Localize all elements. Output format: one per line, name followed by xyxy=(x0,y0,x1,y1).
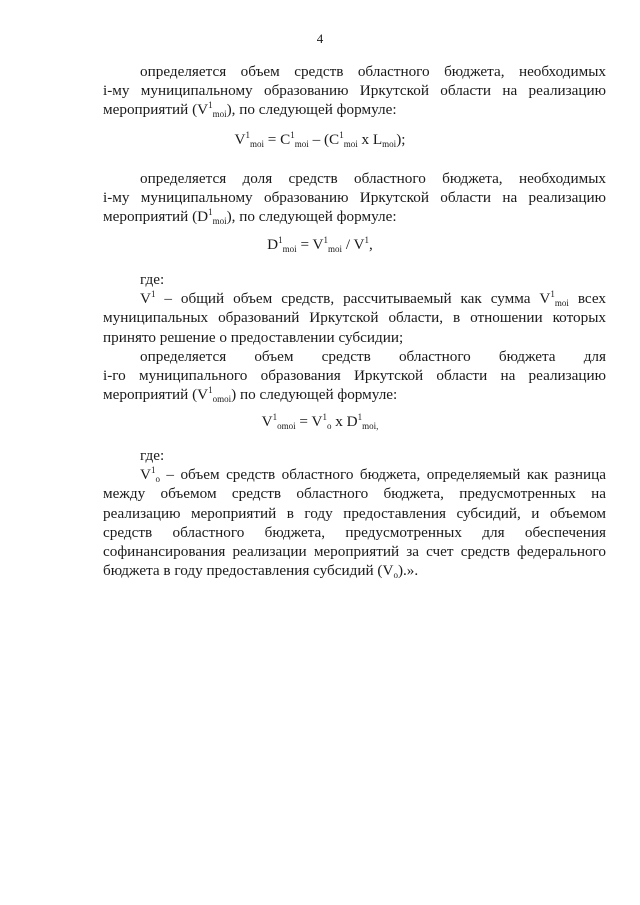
page-number: 4 xyxy=(316,31,324,46)
where-label: где: xyxy=(140,447,165,464)
text-fragment: мероприятий (D xyxy=(103,208,209,226)
text-fragment: – общий объем средств, рассчитываемый как сумма V xyxy=(155,290,551,308)
superscript: 1 xyxy=(550,289,555,300)
subscript: o xyxy=(393,570,398,581)
formula-volume-per-mo xyxy=(0,413,640,431)
superscript: 1 xyxy=(208,100,213,111)
text-line xyxy=(103,504,606,523)
text-fragment: реализацию мероприятий в году предоставления субсидий, и объемом xyxy=(103,504,606,522)
text-fragment: принято решение о предоставлении субсидии; xyxy=(103,328,404,346)
text-fragment: i-му муниципальному образованию Иркутской области на реализацию xyxy=(103,189,606,207)
paragraph-total-definition xyxy=(103,270,606,347)
text-line xyxy=(103,347,606,366)
text-fragment: всех xyxy=(568,290,606,308)
subscript: o xyxy=(155,474,160,485)
text-line xyxy=(103,523,606,542)
text-line xyxy=(103,289,606,308)
text-fragment: – объем средств областного бюджета, определяемый как разница xyxy=(159,466,606,484)
text-fragment: мероприятий (V xyxy=(103,101,209,119)
text-fragment: между объемом средств областного бюджета, предусмотренных на xyxy=(103,485,606,503)
superscript: 1 xyxy=(150,465,156,476)
subscript: moi xyxy=(212,109,227,120)
text-line xyxy=(103,484,606,503)
formula-part: = V xyxy=(295,413,323,430)
superscript: 1 xyxy=(339,130,344,140)
formula-part: V xyxy=(261,413,273,430)
formula-part: V xyxy=(234,131,246,148)
superscript: 1 xyxy=(322,412,327,422)
text-fragment: муниципальных образований Иркутской области, в отношении которых xyxy=(103,309,606,327)
text-line xyxy=(103,62,606,81)
formula-part: = V xyxy=(296,236,324,253)
paragraph-share-definition xyxy=(103,169,606,227)
text-line xyxy=(103,366,606,385)
formula-part: x L xyxy=(357,131,383,148)
text-line xyxy=(103,465,606,484)
subscript: moi xyxy=(554,298,569,309)
text-line xyxy=(103,542,606,561)
subscript: moi xyxy=(294,139,309,149)
superscript: 1 xyxy=(150,289,156,300)
formula-part: – (C xyxy=(308,131,340,148)
text-fragment: определяется объем средств областного бюджета для xyxy=(140,348,606,365)
superscript: 1 xyxy=(208,385,213,396)
subscript: moi xyxy=(328,244,343,254)
text-line xyxy=(103,328,606,347)
superscript: 1 xyxy=(323,235,328,245)
superscript: 1 xyxy=(272,412,278,422)
where-label: где: xyxy=(140,271,165,288)
text-fragment: V xyxy=(140,290,151,308)
text-fragment: определяется доля средств областного бюджета, необходимых xyxy=(140,170,606,187)
formula-share xyxy=(0,236,640,254)
subscript: omoi xyxy=(212,394,232,405)
subscript: moi, xyxy=(362,421,379,431)
text-fragment: мероприятий (V xyxy=(103,386,209,404)
text-fragment: ), по следующей формуле: xyxy=(226,101,397,119)
subscript: omoi xyxy=(277,421,296,431)
subscript: moi xyxy=(382,139,397,149)
text-fragment: ), по следующей формуле: xyxy=(226,208,397,226)
text-line xyxy=(103,188,606,207)
superscript: 1 xyxy=(278,235,283,245)
subscript: moi xyxy=(282,244,297,254)
paragraph-vo-definition xyxy=(103,446,606,580)
subscript: moi xyxy=(343,139,358,149)
superscript: 1 xyxy=(208,207,213,218)
text-line xyxy=(103,385,606,404)
text-fragment: определяется объем средств областного бюджета, необходимых xyxy=(140,63,606,80)
superscript: 1 xyxy=(290,130,295,140)
text-fragment: V xyxy=(140,466,151,484)
subscript: moi xyxy=(249,139,264,149)
superscript: 1 xyxy=(357,412,363,422)
text-fragment: ).». xyxy=(397,562,419,580)
formula-part: x D xyxy=(331,413,358,430)
text-fragment: i-му муниципальному образованию Иркутской области на реализацию xyxy=(103,82,606,100)
formula-part: ); xyxy=(396,131,406,148)
text-fragment: софинансирования реализации мероприятий за счет средств федерального xyxy=(103,543,606,561)
subscript: o xyxy=(326,421,332,431)
formula-part: , xyxy=(369,236,373,253)
paragraph-volume-per-mo xyxy=(103,347,606,405)
text-line xyxy=(103,81,606,100)
superscript: 1 xyxy=(245,130,250,140)
superscript: 1 xyxy=(364,235,370,245)
formula-part: = C xyxy=(264,131,291,148)
paragraph-volume-definition xyxy=(103,62,606,120)
text-fragment: бюджета в году предоставления субсидий (V xyxy=(103,562,394,580)
subscript: moi xyxy=(212,216,227,227)
text-fragment: i-го муниципального образования Иркутской области на реализацию xyxy=(103,367,606,385)
text-line xyxy=(103,207,606,226)
formula-part: D xyxy=(267,236,279,253)
text-fragment: ) по следующей формуле: xyxy=(231,386,398,404)
text-fragment: средств областного бюджета, предусмотренных для обеспечения xyxy=(103,523,606,541)
formula-part: / V xyxy=(342,236,365,253)
formula-volume xyxy=(0,131,640,149)
text-line xyxy=(103,169,606,188)
text-line xyxy=(103,100,606,119)
text-line xyxy=(103,561,606,580)
text-line xyxy=(103,308,606,327)
